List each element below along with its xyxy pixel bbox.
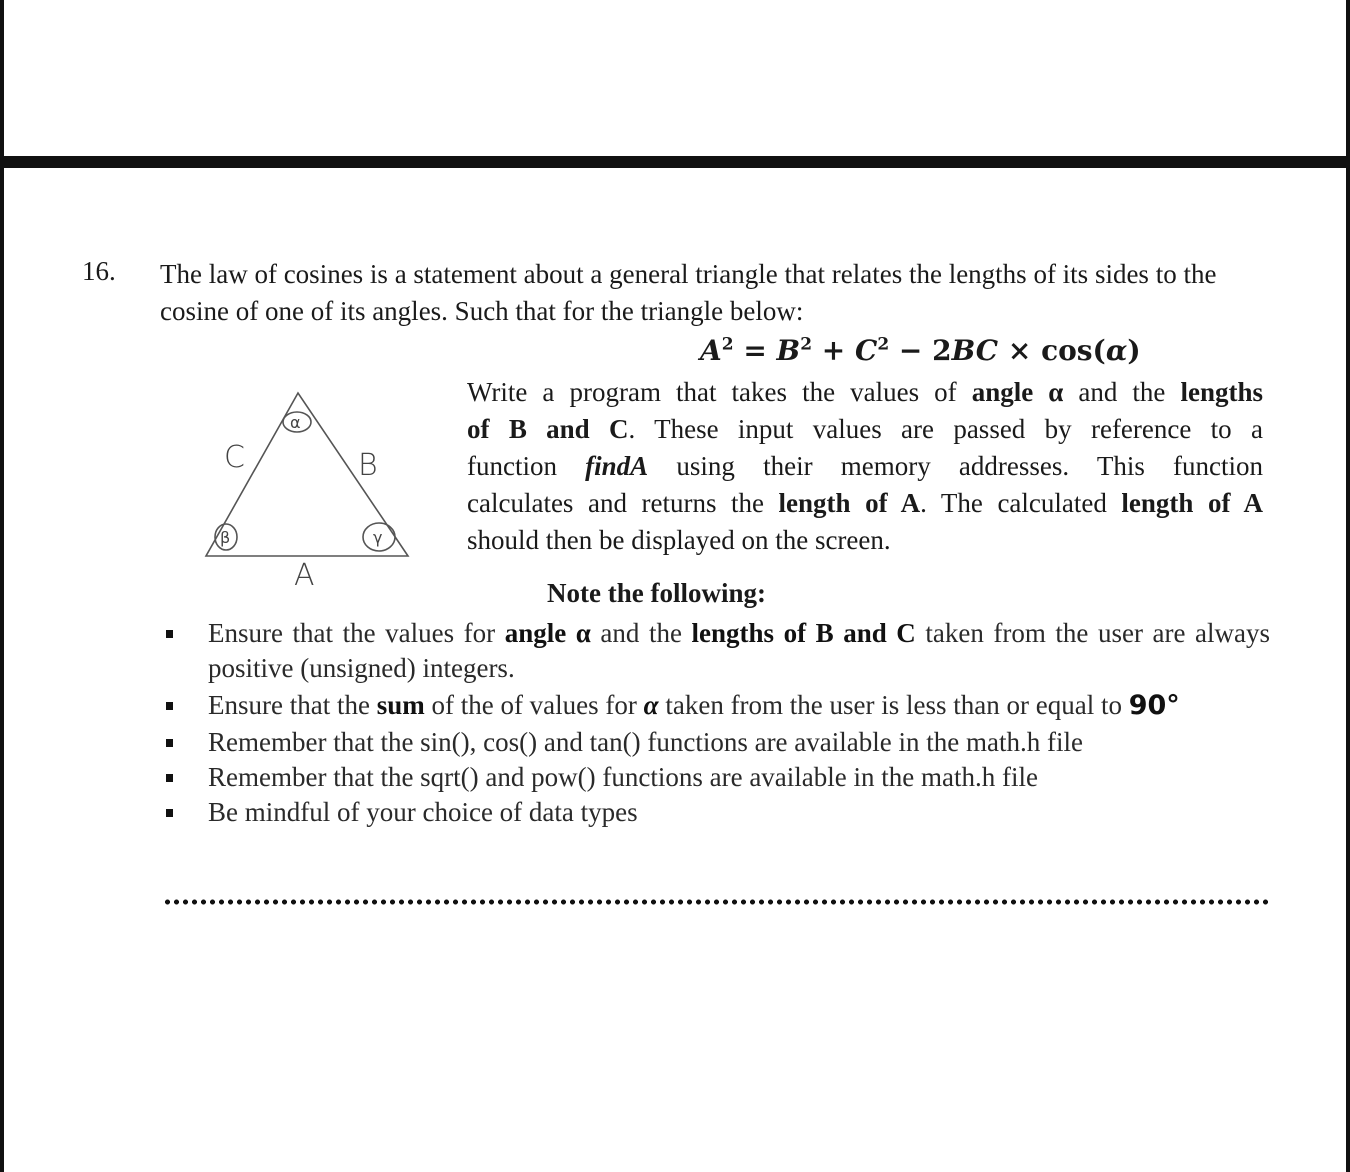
function-name: findA xyxy=(585,451,649,481)
eq-plus: + xyxy=(812,334,856,367)
list-item: Remember that the sqrt() and pow() functions are available in the math.h file xyxy=(160,760,1270,795)
top-panel xyxy=(0,0,1350,168)
triangle-diagram xyxy=(190,385,425,595)
side-b-label: B xyxy=(358,448,378,483)
desc-line-1: Write a program that takes the values of angle α and the lengths xyxy=(467,377,1263,407)
eq-minus: − 2 xyxy=(889,334,952,367)
dotted-separator xyxy=(163,898,1268,906)
angle-beta-label: β xyxy=(220,528,231,547)
eq-c: C xyxy=(855,334,878,367)
eq-times-cos: × cos( xyxy=(998,334,1106,367)
eq-c-sq: 2 xyxy=(877,334,890,355)
eq-close: ) xyxy=(1127,334,1141,367)
list-item: Ensure that the sum of the of values for α taken from the user is less than or equal to 90° xyxy=(160,688,1270,723)
eq-equals: = xyxy=(733,334,777,367)
list-item: Be mindful of your choice of data types xyxy=(160,795,1270,830)
eq-a: A xyxy=(700,334,722,367)
list-item: Remember that the sin(), cos() and tan() functions are available in the math.h file xyxy=(160,725,1270,760)
question-number: 16. xyxy=(82,256,116,286)
question-intro: The law of cosines is a statement about a general triangle that relates the lengths of its sides to the cosine of one of its angles. Such that for the triangle below: xyxy=(160,259,1217,326)
task-description xyxy=(467,374,1263,559)
desc-line-2: of B and C. These input values are passed by reference to a xyxy=(467,414,1263,444)
desc-line-3: function findA using their memory addresses. This function xyxy=(467,451,1263,481)
side-c-label: C xyxy=(224,440,245,475)
desc-line-4: calculates and returns the length of A. The calculated length of A xyxy=(467,488,1263,518)
law-of-cosines-equation xyxy=(700,334,1141,367)
eq-bc: BC xyxy=(951,334,999,367)
angle-gamma-label: γ xyxy=(373,528,383,547)
requirements-list xyxy=(160,616,1270,830)
desc-line-5: should then be displayed on the screen. xyxy=(467,525,891,555)
side-a-label: A xyxy=(294,558,315,593)
angle-alpha-label: α xyxy=(290,413,301,432)
eq-a-sq: 2 xyxy=(721,334,734,355)
list-item: Ensure that the values for angle α and the lengths of B and C taken from the user are always positive (unsigned) integers. xyxy=(160,616,1270,686)
note-heading: Note the following: xyxy=(547,578,766,608)
eq-b-sq: 2 xyxy=(800,334,813,355)
eq-alpha: α xyxy=(1105,334,1128,367)
eq-b: B xyxy=(776,334,801,367)
